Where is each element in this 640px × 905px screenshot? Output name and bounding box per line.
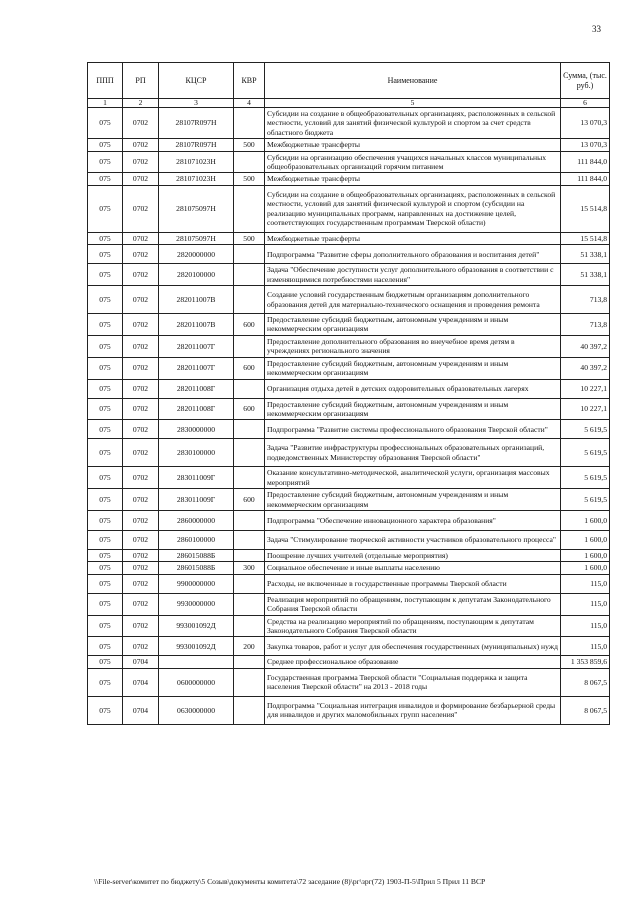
cell-name: Задача "Развитие инфраструктуры профессиональных образовательных организаций, подведомственных Министерству образования Тверской области": [265, 439, 561, 467]
cell-kvr: 200: [234, 637, 265, 656]
cell-name: Предоставление субсидий бюджетным, автономным учреждениям и иным некоммерческим организациям: [265, 398, 561, 420]
cell-name: Задача "Стимулирование творческой активности участников образовательного процесса": [265, 530, 561, 549]
table-row: [88, 286, 610, 314]
cell-ppp: 075: [88, 510, 123, 530]
cell-kcsr: 286015088Б: [159, 549, 234, 561]
cell-ppp: 075: [88, 379, 123, 398]
cell-rp: 0702: [123, 286, 159, 314]
table-row: [88, 439, 610, 467]
cell-ppp: 075: [88, 185, 123, 232]
column-index-row: [88, 99, 610, 108]
cell-kvr: [234, 379, 265, 398]
cell-amount: 15 514,8: [561, 185, 610, 232]
table-row: [88, 264, 610, 286]
cell-rp: 0702: [123, 185, 159, 232]
cell-ppp: 075: [88, 439, 123, 467]
cell-kvr: [234, 245, 265, 264]
cell-kvr: [234, 696, 265, 724]
cell-amount: 115,0: [561, 593, 610, 615]
cell-rp: 0704: [123, 696, 159, 724]
cell-amount: 111 844,0: [561, 151, 610, 173]
cell-amount: 115,0: [561, 615, 610, 637]
cell-amount: 10 227,1: [561, 379, 610, 398]
cell-kcsr: 28107R097H: [159, 139, 234, 151]
cell-amount: 5 619,5: [561, 420, 610, 439]
table-row: [88, 668, 610, 696]
cell-kvr: [234, 286, 265, 314]
cell-ppp: 075: [88, 562, 123, 574]
cell-amount: 8 067,5: [561, 668, 610, 696]
cell-ppp: 075: [88, 593, 123, 615]
cell-rp: 0702: [123, 530, 159, 549]
header-kcsr: КЦСР: [159, 63, 234, 99]
column-index: 6: [561, 99, 610, 108]
cell-ppp: 075: [88, 286, 123, 314]
cell-kvr: [234, 510, 265, 530]
table-row: [88, 173, 610, 185]
cell-kcsr: [159, 656, 234, 668]
cell-name: Организация отдыха детей в детских оздоровительных образовательных лагерях: [265, 379, 561, 398]
cell-name: Подпрограмма "Развитие сферы дополнительного образования и воспитания детей": [265, 245, 561, 264]
table-row: [88, 139, 610, 151]
cell-kcsr: 0630000000: [159, 696, 234, 724]
table-row: [88, 530, 610, 549]
column-index: 4: [234, 99, 265, 108]
cell-kvr: 600: [234, 398, 265, 420]
cell-ppp: 075: [88, 139, 123, 151]
cell-amount: 115,0: [561, 637, 610, 656]
cell-rp: 0702: [123, 379, 159, 398]
cell-kvr: [234, 151, 265, 173]
cell-kcsr: 2860100000: [159, 530, 234, 549]
cell-kcsr: 281071023H: [159, 151, 234, 173]
table-row: [88, 549, 610, 561]
cell-kcsr: 2820100000: [159, 264, 234, 286]
table-row: [88, 467, 610, 489]
cell-kvr: [234, 420, 265, 439]
table-row: [88, 510, 610, 530]
budget-table: [87, 62, 610, 725]
cell-name: Подпрограмма "Развитие системы профессионального образования Тверской области": [265, 420, 561, 439]
cell-kvr: [234, 615, 265, 637]
budget-table-container: [87, 62, 609, 725]
cell-rp: 0702: [123, 467, 159, 489]
cell-kcsr: 993001092Д: [159, 637, 234, 656]
cell-kcsr: 2830100000: [159, 439, 234, 467]
cell-ppp: 075: [88, 264, 123, 286]
cell-kcsr: 281075097H: [159, 185, 234, 232]
cell-rp: 0702: [123, 232, 159, 244]
cell-name: Субсидии на создание в общеобразовательных организациях, расположенных в сельской местности, условий для занятий физической культурой и спортом (субсидии на реализацию муниципальных программ, направленных на достижение целей, соответствующих государственным программам Тверской области): [265, 185, 561, 232]
cell-rp: 0702: [123, 593, 159, 615]
table-row: [88, 108, 610, 139]
cell-rp: 0702: [123, 398, 159, 420]
cell-rp: 0702: [123, 420, 159, 439]
cell-name: Предоставление субсидий бюджетным, автономным учреждениям и иным некоммерческим организациям: [265, 357, 561, 379]
cell-amount: 1 600,0: [561, 510, 610, 530]
cell-kcsr: 282011007B: [159, 286, 234, 314]
table-row: [88, 151, 610, 173]
cell-kvr: 600: [234, 489, 265, 511]
cell-kcsr: 0600000000: [159, 668, 234, 696]
cell-kcsr: 2820000000: [159, 245, 234, 264]
cell-amount: 13 070,3: [561, 108, 610, 139]
cell-name: Субсидии на организацию обеспечения учащихся начальных классов муниципальных общеобразовательных организаций горячим питанием: [265, 151, 561, 173]
cell-kcsr: 993001092Д: [159, 615, 234, 637]
table-row: [88, 379, 610, 398]
table-row: [88, 335, 610, 357]
cell-amount: 5 619,5: [561, 489, 610, 511]
cell-rp: 0704: [123, 668, 159, 696]
cell-ppp: 075: [88, 245, 123, 264]
cell-rp: 0702: [123, 335, 159, 357]
cell-kcsr: 282011007B: [159, 314, 234, 336]
cell-kvr: [234, 335, 265, 357]
cell-kvr: [234, 593, 265, 615]
table-row: [88, 314, 610, 336]
cell-ppp: 075: [88, 314, 123, 336]
cell-kvr: 500: [234, 232, 265, 244]
cell-rp: 0702: [123, 151, 159, 173]
cell-ppp: 075: [88, 108, 123, 139]
cell-kvr: 500: [234, 139, 265, 151]
cell-name: Закупка товаров, работ и услуг для обеспечения государственных (муниципальных) нужд: [265, 637, 561, 656]
column-index: 3: [159, 99, 234, 108]
cell-rp: 0702: [123, 549, 159, 561]
cell-name: Субсидии на создание в общеобразовательных организациях, расположенных в сельской местности, условий для занятий физической культурой и спортом за счет средств областного бюджета: [265, 108, 561, 139]
cell-ppp: 075: [88, 232, 123, 244]
cell-kcsr: 282011008Г: [159, 379, 234, 398]
cell-amount: 1 600,0: [561, 562, 610, 574]
cell-ppp: 075: [88, 530, 123, 549]
cell-kvr: [234, 549, 265, 561]
cell-kvr: [234, 656, 265, 668]
cell-amount: 40 397,2: [561, 357, 610, 379]
column-index: 5: [265, 99, 561, 108]
cell-name: Поощрение лучших учителей (отдельные мероприятия): [265, 549, 561, 561]
cell-amount: 713,8: [561, 286, 610, 314]
cell-name: Предоставление субсидий бюджетным, автономным учреждениям и иным некоммерческим организациям: [265, 489, 561, 511]
cell-ppp: 075: [88, 357, 123, 379]
cell-ppp: 075: [88, 489, 123, 511]
cell-amount: 51 338,1: [561, 264, 610, 286]
cell-ppp: 075: [88, 549, 123, 561]
cell-name: Реализация мероприятий по обращениям, поступающим к депутатам Законодательного Собрания Тверской области: [265, 593, 561, 615]
cell-kcsr: 282011007Г: [159, 357, 234, 379]
cell-name: Задача "Обеспечение доступности услуг дополнительного образования в соответствии с изменяющимися потребностями населения": [265, 264, 561, 286]
cell-ppp: 075: [88, 637, 123, 656]
cell-amount: 13 070,3: [561, 139, 610, 151]
cell-amount: 1 600,0: [561, 549, 610, 561]
cell-rp: 0702: [123, 615, 159, 637]
cell-kvr: [234, 530, 265, 549]
cell-name: Расходы, не включенные в государственные программы Тверской области: [265, 574, 561, 593]
cell-ppp: 075: [88, 656, 123, 668]
cell-kcsr: 283011009Г: [159, 467, 234, 489]
cell-kvr: [234, 185, 265, 232]
table-row: [88, 357, 610, 379]
cell-ppp: 075: [88, 467, 123, 489]
cell-amount: 713,8: [561, 314, 610, 336]
footer-file-path: \\File-server\комитет по бюджету\5 Созыв\документы комитета\72 заседание (8)\рг\зрг(72) 1903-П-5\Прил 5 Прил 11 ВСР: [94, 877, 486, 886]
cell-name: Социальное обеспечение и иные выплаты населению: [265, 562, 561, 574]
cell-kcsr: 283011009Г: [159, 489, 234, 511]
cell-kcsr: 281075097H: [159, 232, 234, 244]
cell-ppp: 075: [88, 696, 123, 724]
header-row: [88, 63, 610, 99]
cell-rp: 0702: [123, 574, 159, 593]
cell-rp: 0702: [123, 357, 159, 379]
table-row: [88, 593, 610, 615]
cell-kvr: 600: [234, 314, 265, 336]
cell-amount: 10 227,1: [561, 398, 610, 420]
table-row: [88, 637, 610, 656]
table-row: [88, 398, 610, 420]
cell-rp: 0702: [123, 510, 159, 530]
cell-name: Межбюджетные трансферты: [265, 173, 561, 185]
cell-rp: 0704: [123, 656, 159, 668]
cell-kcsr: 282011008Г: [159, 398, 234, 420]
header-rp: РП: [123, 63, 159, 99]
cell-name: Оказание консультативно-методической, аналитической услуги, организация массовых мероприятий: [265, 467, 561, 489]
cell-ppp: 075: [88, 668, 123, 696]
cell-name: Межбюджетные трансферты: [265, 232, 561, 244]
cell-ppp: 075: [88, 615, 123, 637]
cell-name: Средства на реализацию мероприятий по обращениям, поступающим к депутатам Законодательного Собрания Тверской области: [265, 615, 561, 637]
header-name: Наименование: [265, 63, 561, 99]
cell-kcsr: 28107R097H: [159, 108, 234, 139]
column-index: 1: [88, 99, 123, 108]
table-row: [88, 245, 610, 264]
cell-ppp: 075: [88, 420, 123, 439]
cell-kvr: [234, 668, 265, 696]
cell-kcsr: 2860000000: [159, 510, 234, 530]
cell-kcsr: 282011007Г: [159, 335, 234, 357]
table-row: [88, 185, 610, 232]
cell-rp: 0702: [123, 245, 159, 264]
page-number: 33: [592, 24, 601, 34]
cell-rp: 0702: [123, 173, 159, 185]
table-row: [88, 489, 610, 511]
cell-kcsr: 9900000000: [159, 574, 234, 593]
table-row: [88, 562, 610, 574]
cell-name: Подпрограмма "Обеспечение инновационного характера образования": [265, 510, 561, 530]
cell-ppp: 075: [88, 335, 123, 357]
cell-rp: 0702: [123, 637, 159, 656]
column-index: 2: [123, 99, 159, 108]
table-row: [88, 656, 610, 668]
cell-kvr: 600: [234, 357, 265, 379]
cell-ppp: 075: [88, 398, 123, 420]
cell-rp: 0702: [123, 264, 159, 286]
table-row: [88, 615, 610, 637]
cell-kcsr: 286015088Б: [159, 562, 234, 574]
table-row: [88, 574, 610, 593]
header-ppp: ППП: [88, 63, 123, 99]
cell-amount: 111 844,0: [561, 173, 610, 185]
header-sum: Сумма, (тыс. руб.): [561, 63, 610, 99]
cell-rp: 0702: [123, 108, 159, 139]
cell-name: Среднее профессиональное образование: [265, 656, 561, 668]
cell-rp: 0702: [123, 139, 159, 151]
cell-amount: 5 619,5: [561, 439, 610, 467]
table-row: [88, 420, 610, 439]
cell-kvr: [234, 574, 265, 593]
cell-kvr: 500: [234, 173, 265, 185]
cell-amount: 15 514,8: [561, 232, 610, 244]
cell-kcsr: 9930000000: [159, 593, 234, 615]
table-row: [88, 232, 610, 244]
cell-kvr: [234, 264, 265, 286]
cell-amount: 5 619,5: [561, 467, 610, 489]
cell-rp: 0702: [123, 562, 159, 574]
cell-kvr: [234, 439, 265, 467]
cell-amount: 8 067,5: [561, 696, 610, 724]
cell-amount: 1 353 859,6: [561, 656, 610, 668]
cell-rp: 0702: [123, 489, 159, 511]
table-body: [88, 108, 610, 725]
cell-ppp: 075: [88, 151, 123, 173]
cell-name: Создание условий государственным бюджетным организациям дополнительного образования детей для материально-технического оснащения и проведения ремонта: [265, 286, 561, 314]
cell-name: Подпрограмма "Социальная интеграция инвалидов и формирование безбарьерной среды для инвалидов и других маломобильных групп населения": [265, 696, 561, 724]
table-row: [88, 696, 610, 724]
cell-amount: 115,0: [561, 574, 610, 593]
cell-kcsr: 2830000000: [159, 420, 234, 439]
cell-ppp: 075: [88, 574, 123, 593]
cell-amount: 1 600,0: [561, 530, 610, 549]
cell-ppp: 075: [88, 173, 123, 185]
cell-amount: 40 397,2: [561, 335, 610, 357]
cell-name: Государственная программа Тверской области "Социальная поддержка и защита населения Тверской области" на 2013 - 2018 годы: [265, 668, 561, 696]
cell-kvr: 300: [234, 562, 265, 574]
cell-kvr: [234, 108, 265, 139]
cell-rp: 0702: [123, 314, 159, 336]
cell-name: Предоставление субсидий бюджетным, автономным учреждениям и иным некоммерческим организациям: [265, 314, 561, 336]
cell-kcsr: 281071023H: [159, 173, 234, 185]
cell-rp: 0702: [123, 439, 159, 467]
cell-amount: 51 338,1: [561, 245, 610, 264]
cell-name: Предоставление дополнительного образования во внеучебное время детям в учреждениях регионального значения: [265, 335, 561, 357]
cell-kvr: [234, 467, 265, 489]
header-kvr: КВР: [234, 63, 265, 99]
cell-name: Межбюджетные трансферты: [265, 139, 561, 151]
